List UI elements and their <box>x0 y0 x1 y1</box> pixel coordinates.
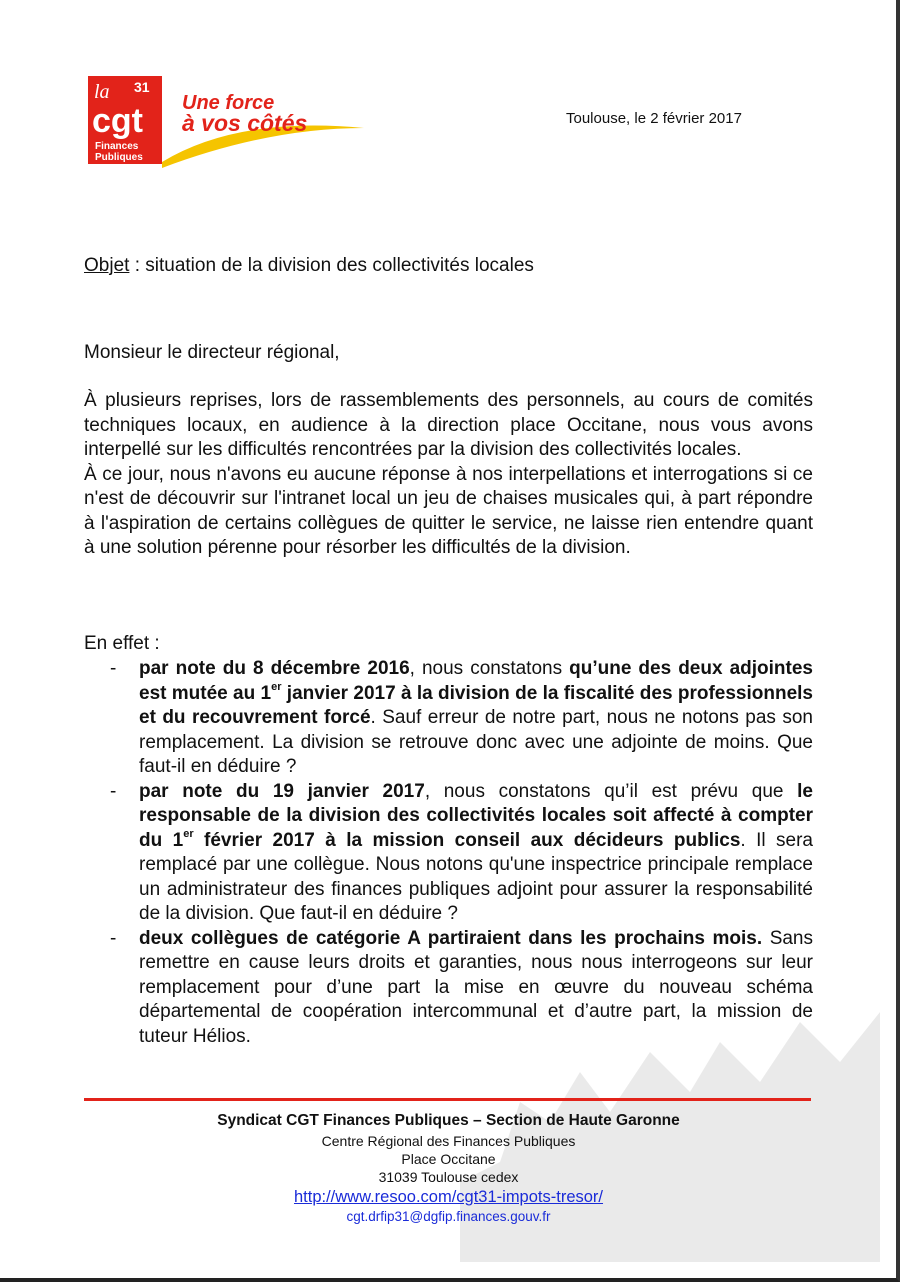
item-text: . Sauf erreur de notre part, nous ne notons pas son remplacement. La division se retrouve donc avec une adjointe de moins. Que faut-il en déduire ? <box>139 707 813 777</box>
item-bold: février 2017 à la mission conseil aux décideurs publics <box>193 829 741 851</box>
letter-subject <box>84 255 534 277</box>
logo-finances: Finances <box>95 141 139 152</box>
logo-cgt: cgt <box>92 102 143 140</box>
footer-address-1: Centre Régional des Finances Publiques <box>321 1133 576 1149</box>
footer-org: Syndicat CGT Finances Publiques – Section de Haute Garonne <box>217 1112 680 1129</box>
en-effet-label: En effet : <box>84 633 160 654</box>
item-bold: par note du 19 janvier 2017 <box>139 780 425 802</box>
item-text: . Il sera remplacé par une collègue. Nous notons qu'une inspectrice principale remplace un administrateur des finances publiques adjoint pour assurer la responsabilité de la division. Que faut-il en déduire ? <box>139 829 813 924</box>
footer-website-link[interactable]: http://www.resoo.com/cgt31-impots-tresor/ <box>293 1188 604 1206</box>
letter-date: Toulouse, le 2 février 2017 <box>566 110 742 127</box>
logo-slogan-1: Une force <box>182 92 275 114</box>
item-sup: er <box>183 828 194 841</box>
item-bold: le responsable de la division des collectivités locales soit affecté à compter du 1 <box>139 780 813 851</box>
item-sup: er <box>271 681 282 694</box>
logo-number: 31 <box>134 79 150 95</box>
cgt-logo <box>88 76 366 168</box>
logo-la: la <box>94 81 110 103</box>
item-bold: deux collègues de catégorie A partiraient dans les prochains mois. <box>139 927 763 949</box>
item-bold: qu’une des deux adjointes est mutée au 1 <box>139 658 813 704</box>
footer <box>84 1112 813 1226</box>
footer-address-3: 31039 Toulouse cedex <box>378 1169 519 1185</box>
list-item <box>84 657 813 780</box>
paragraph-2: À ce jour, nous n'avons eu aucune réponse à nos interpellations et interrogations si ce n'est de découvrir sur l'intranet local un jeu de chaises musicales qui, à part répondre à l'aspiration de certains collègues de quitter le service, ne laisse rien entendre quant à une solution pérenne pour résorber les difficultés de la division. <box>84 463 813 558</box>
letter-greeting: Monsieur le directeur régional, <box>84 342 340 363</box>
item-bold: par note du 8 décembre 2016 <box>139 658 410 679</box>
logo-publiques: Publiques <box>95 152 143 163</box>
item-text: , nous constatons <box>409 658 570 679</box>
list-item <box>84 780 813 927</box>
footer-address-2: Place Occitane <box>401 1151 496 1167</box>
logo-slogan-2: à vos côtés <box>182 110 308 136</box>
paragraph-1: À plusieurs reprises, lors de rassemblements des personnels, au cours de comités techniques locaux, en audience à la direction place Occitane, nous vous avons interpellé sur les difficultés rencontrées par la division des collectivités locales. <box>84 390 813 460</box>
item-text: , nous constatons qu’il est prévu que <box>424 780 798 802</box>
bullet-dash: - <box>110 927 117 949</box>
letter-body <box>84 389 813 561</box>
subject-label: Objet <box>84 255 130 276</box>
item-text: Sans remettre en cause leurs droits et garanties, nous nous interrogeons sur leur remplacement pour d’une part la mise en œuvre du nouveau schéma départemental de coopération intercommunal et d’autre part, la mission de tuteur Hélios. <box>139 927 813 1047</box>
subject-text: : situation de la division des collectivités locales <box>129 255 534 276</box>
bullet-dash: - <box>110 658 117 679</box>
footer-divider <box>84 1098 811 1101</box>
item-bold: janvier 2017 à la division de la fiscalité des professionnels et du recouvrement forcé <box>139 682 813 728</box>
bullet-dash: - <box>110 780 117 802</box>
footer-email[interactable]: cgt.drfip31@dgfip.finances.gouv.fr <box>346 1209 551 1224</box>
